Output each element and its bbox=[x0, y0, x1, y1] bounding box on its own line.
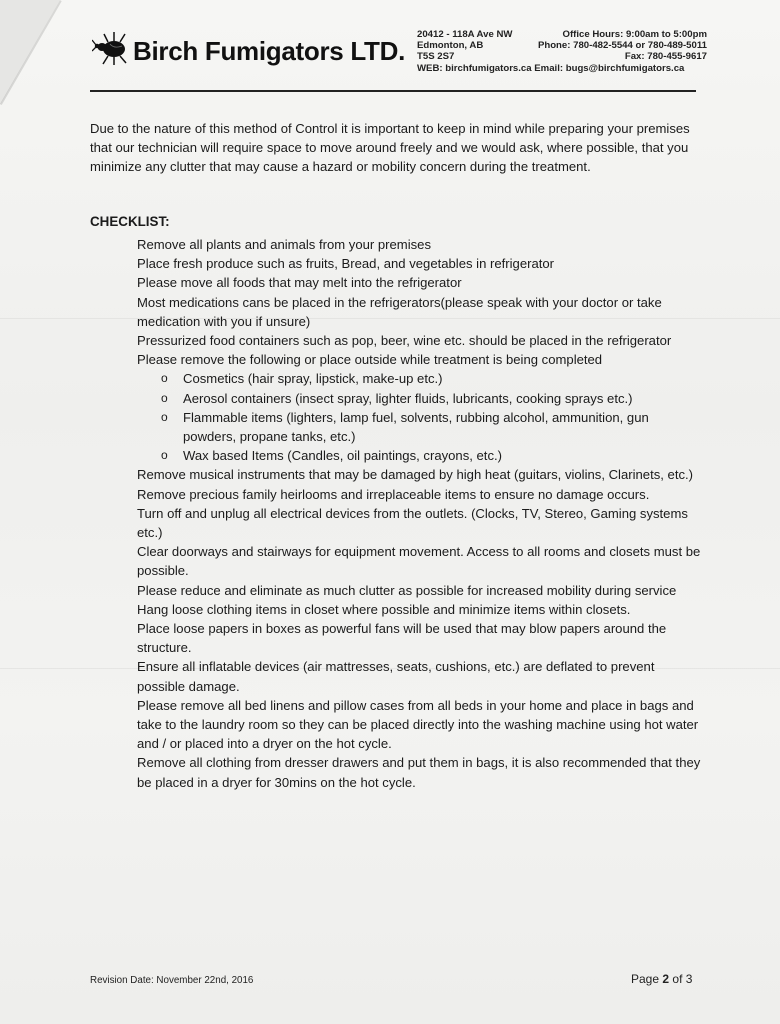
checklist-item: Place fresh produce such as fruits, Bread, and vegetables in refrigerator bbox=[137, 256, 555, 272]
letterhead bbox=[92, 26, 707, 84]
phone-numbers: Phone: 780-482-5544 or 780-489-5011 bbox=[537, 40, 707, 52]
checklist-item: Pressurized food containers such as pop, beer, wine etc. should be placed in the refrigerator bbox=[137, 333, 672, 349]
checklist-item: Please move all foods that may melt into the refrigerator bbox=[137, 275, 462, 291]
address-line-2: Edmonton, AB bbox=[417, 40, 484, 52]
hollow-bullet-icon: o bbox=[161, 409, 168, 424]
checklist-item: Hang loose clothing items in closet where possible and minimize items within closets. bbox=[137, 601, 631, 617]
address-line-1: 20412 - 118A Ave NW bbox=[417, 29, 513, 40]
checklist-item: Most medications cans be placed in the refrigerators(please speak with your doctor or take medication with you if unsure) bbox=[137, 294, 662, 329]
subitem-text: Wax based Items (Candles, oil paintings, crayons, etc.) bbox=[183, 448, 502, 464]
intro-paragraph: Due to the nature of this method of Control it is important to keep in mind while preparing your premises that our technician will require space to move around freely and we would ask, where possible, that you minimize any clutter that may cause a hazard or mobility concern during the treatment. bbox=[90, 121, 690, 175]
checklist-item: Clear doorways and stairways for equipment movement. Access to all rooms and closets must be possible. bbox=[137, 544, 701, 579]
checklist-heading: CHECKLIST: bbox=[90, 214, 170, 229]
revision-date: Revision Date: November 22nd, 2016 bbox=[90, 975, 254, 986]
checklist-subitem bbox=[137, 369, 702, 388]
subitem-text: Cosmetics (hair spray, lipstick, make-up etc.) bbox=[183, 371, 443, 387]
checklist-item: Remove precious family heirlooms and irreplaceable items to ensure no damage occurs. bbox=[137, 486, 650, 502]
checklist-item: Place loose papers in boxes as powerful fans will be used that may blow papers around the structure. bbox=[137, 621, 667, 656]
company-name: Birch Fumigators LTD. bbox=[133, 36, 406, 66]
bedbug-logo-icon bbox=[92, 30, 132, 66]
checklist-item: Remove all plants and animals from your premises bbox=[137, 237, 432, 252]
web-email: WEB: birchfumigators.ca Email: bugs@birchfumigators.ca bbox=[417, 62, 685, 74]
office-hours: Office Hours: 9:00am to 5:00pm bbox=[562, 29, 707, 40]
hollow-bullet-icon: o bbox=[161, 448, 168, 463]
checklist-item: Please reduce and eliminate as much clutter as possible for increased mobility during service bbox=[137, 582, 677, 598]
checklist-item: Please remove the following or place outside while treatment is being completed bbox=[137, 352, 603, 368]
checklist-subitem bbox=[137, 408, 702, 446]
checklist-subitem bbox=[137, 446, 702, 465]
hollow-bullet-icon: o bbox=[161, 390, 168, 405]
contact-block bbox=[417, 29, 707, 74]
page-prefix: Page bbox=[631, 972, 660, 986]
address-line-3: T5S 2S7 bbox=[417, 51, 455, 63]
page-total: 3 bbox=[685, 972, 693, 986]
checklist-item: Remove all clothing from dresser drawers and put them in bags, it is also recommended that they be placed in a dryer for 30mins on the hot cycle. bbox=[137, 755, 701, 790]
checklist-item: Remove musical instruments that may be damaged by high heat (guitars, violins, Clarinets, etc.) bbox=[137, 467, 694, 483]
checklist-item: Ensure all inflatable devices (air mattresses, seats, cushions, etc.) are deflated to prevent possible damage. bbox=[137, 659, 655, 694]
header-rule bbox=[90, 90, 696, 92]
page-number bbox=[631, 972, 692, 986]
checklist-subitem bbox=[137, 389, 702, 408]
fax-number: Fax: 780-455-9617 bbox=[624, 51, 707, 63]
subitem-text: Flammable items (lighters, lamp fuel, solvents, rubbing alcohol, ammunition, gun powders, propane tanks, etc.) bbox=[183, 409, 649, 445]
page-current: 2 bbox=[662, 972, 670, 986]
subitem-text: Aerosol containers (insect spray, lighter fluids, lubricants, cooking sprays etc.) bbox=[183, 390, 633, 406]
page-of: of bbox=[672, 972, 683, 986]
checklist-item: Turn off and unplug all electrical devices from the outlets. (Clocks, TV, Stereo, Gaming systems etc.) bbox=[137, 505, 688, 541]
checklist-item: Please remove all bed linens and pillow cases from all beds in your home and place in bags and take to the laundry room so they can be placed directly into the washing machine using hot water and / or placed into a dryer on the hot cycle. bbox=[137, 697, 699, 752]
hollow-bullet-icon: o bbox=[161, 371, 168, 386]
checklist-items bbox=[137, 235, 702, 792]
